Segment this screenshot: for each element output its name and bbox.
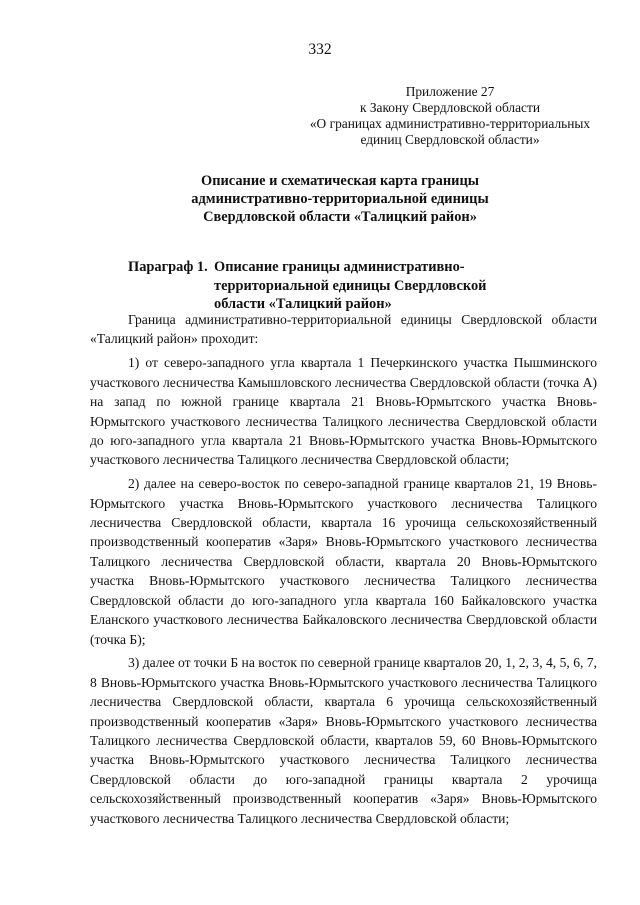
document-title	[110, 172, 570, 226]
appendix-line: Приложение 27	[405, 84, 495, 99]
title-line: Свердловской области «Талицкий район»	[203, 209, 477, 225]
appendix-line: единиц Свердловской области»	[360, 132, 540, 147]
body-paragraph: 1) от северо-западного угла квартала 1 Печеркинского участка Пышминского участкового лесничества Камышловского лесничества Свердловской области (точка А) на запад по южной границе квартала 21 Вновь-Юрмытского участка Вновь-Юрмытского участкового лесничества Талицкого лесничества Свердловской области до юго-западного угла квартала 21 Вновь-Юрмытского участка Вновь-Юрмытского участкового лесничества Талицкого лесничества Свердловской области;	[90, 355, 597, 468]
body-paragraph: Граница административно-территориальной единицы Свердловской области «Талицкий район» проходит:	[90, 312, 597, 347]
title-line: Описание и схематическая карта границы	[201, 173, 479, 189]
paragraph-heading-first-row	[128, 258, 548, 277]
appendix-line: к Закону Свердловской области	[359, 100, 541, 115]
body-paragraph: 3) далее от точки Б на восток по северной границе кварталов 20, 1, 2, 3, 4, 5, 6, 7, 8 Вновь-Юрмытского участка Вновь-Юрмытского участкового лесничества Талицкого лесничества Свердловской области, квартала 6 урочища сельскохозяйственный производственный кооператив «Заря» Вновь-Юрмытского участкового лесничества Талицкого лесничества Свердловской области, кварталов 59, 60 Вновь-Юрмытского участка Вновь-Юрмытского участкового лесничества Талицкого лесничества Свердловской области до юго-западной границы квартала 2 урочища сельскохозяйственный производственный кооператив «Заря» Вновь-Юрмытского участкового лесничества Талицкого лесничества Свердловской области;	[90, 655, 597, 826]
paragraph-heading	[128, 258, 548, 314]
page-number: 332	[308, 41, 332, 58]
paragraph-label: Параграф 1.	[128, 259, 208, 275]
paragraph-heading-line: Описание границы административно-	[214, 259, 465, 275]
body-text	[90, 310, 597, 833]
paragraph-heading-line: территориальной единицы Свердловской	[214, 277, 487, 294]
paragraph-heading-line: области «Талицкий район»	[214, 296, 392, 312]
appendix-reference	[300, 84, 600, 148]
body-paragraph: 2) далее на северо-восток по северо-западной границе кварталов 21, 19 Вновь-Юрмытского участка Вновь-Юрмытского участкового лесничества Талицкого лесничества Свердловской области, квартала 16 урочища сельскохозяйственный производственный кооператив «Заря» Вновь-Юрмытского участкового лесничества Талицкого лесничества Свердловской области, квартала 20 Вновь-Юрмытского участка Вновь-Юрмытского участкового лесничества Талицкого лесничества Свердловской области до юго-западного угла квартала 160 Байкаловского участка Еланского участкового лесничества Байкаловского лесничества Свердловской области (точка Б);	[90, 476, 597, 647]
appendix-line: «О границах административно-территориальных	[309, 116, 591, 131]
title-line: административно-территориальной единицы	[191, 191, 489, 207]
